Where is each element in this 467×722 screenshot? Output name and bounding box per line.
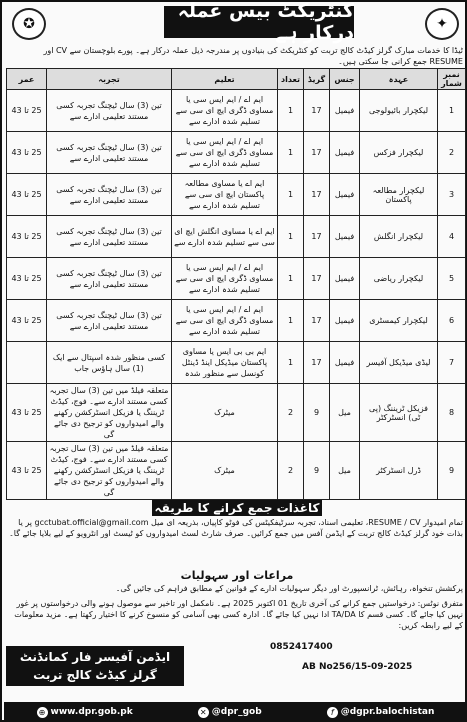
cell-age: 25 تا 43 [7, 258, 47, 300]
cell-gender: فیمیل [330, 174, 360, 216]
phone-number: 0852417400 [270, 642, 333, 652]
cell-post: لیکچرار فزکس [360, 132, 438, 174]
facebook-icon: f [327, 707, 338, 718]
reference-number: AB No256/15-09-2025 [302, 662, 413, 672]
cell-qty: 2 [278, 384, 304, 442]
cell-grade: 17 [304, 300, 330, 342]
cell-education: میٹرک [172, 442, 278, 500]
cell-education: ایم اے / ایم ایس سی یا مساوی ڈگری ایچ ای سی سے تسلیم شدہ ادارے سے [172, 90, 278, 132]
cell-qty: 1 [278, 342, 304, 384]
cell-serial: 9 [438, 442, 466, 500]
footer-handle-1[interactable]: ✕ @dpr_gob [198, 707, 262, 718]
cell-education: ایم بی بی ایس یا مساوی پاکستان میڈیکل اینڈ ڈینٹل کونسل سے منظور شدہ [172, 342, 278, 384]
cell-grade: 17 [304, 174, 330, 216]
cell-gender: فیمیل [330, 90, 360, 132]
cell-experience: کسی منظور شدہ اسپتال سے ایک (1) سال ہاؤس جاب [47, 342, 172, 384]
facilities-title: مراعات اور سہولیات [180, 569, 294, 582]
college-logo-icon: ✪ [12, 8, 46, 40]
table-row [7, 300, 466, 342]
header [4, 0, 467, 44]
cell-experience: تین (3) سال ٹیچنگ تجربہ کسی مستند تعلیمی ادارے سے [47, 258, 172, 300]
cell-education: ایم اے یا مساوی مطالعہ پاکستان ایچ ای سی سے تسلیم شدہ ادارے سے [172, 174, 278, 216]
cell-grade: 9 [304, 442, 330, 500]
footer-website[interactable]: ⊕ www.dpr.gob.pk [37, 707, 133, 718]
cell-education: ایم اے یا مساوی انگلش ایچ ای سی سے تسلیم شدہ ادارے سے [172, 216, 278, 258]
footer-handle-2[interactable]: f @dgpr.balochistan [327, 707, 435, 718]
procedure-text: تمام امیدوار RESUME / CV، تعلیمی اسناد، تجربہ سرٹیفکیٹس کی فوٹو کاپیاں، بذریعہ ای میل gcctubat.official@gmail.com پر یا بذات خود گرلز کیڈٹ کالج تربت کے ایڈمن آفس میں جمع کرائیں۔ صرف شارٹ لسٹ امیدواروں کو ٹیسٹ اور انٹرویو کے لیے بلایا جائے گا۔ [9, 518, 463, 538]
procedure-title: کاغذات جمع کرانے کا طریقہ [152, 500, 322, 516]
cell-grade: 17 [304, 90, 330, 132]
cell-post: ڈرل انسٹرکٹر [360, 442, 438, 500]
cell-gender: فیمیل [330, 258, 360, 300]
cell-gender: فیمیل [330, 132, 360, 174]
cell-gender: میل [330, 442, 360, 500]
col-qty: تعداد [278, 69, 304, 90]
table-row [7, 442, 466, 500]
cell-experience: تین (3) سال ٹیچنگ تجربہ کسی مستند تعلیمی ادارے سے [47, 132, 172, 174]
col-post: عہدہ [360, 69, 438, 90]
cell-education: ایم اے / ایم ایس سی یا مساوی ڈگری ایچ ای سی سے تسلیم شدہ ادارے سے [172, 258, 278, 300]
table-row [7, 384, 466, 442]
government-emblem-icon: ✦ [425, 8, 459, 40]
cell-grade: 17 [304, 132, 330, 174]
cell-post: لیکچرار انگلش [360, 216, 438, 258]
cell-experience: تین (3) سال ٹیچنگ تجربہ کسی مستند تعلیمی ادارے سے [47, 300, 172, 342]
cell-gender: فیمیل [330, 300, 360, 342]
cell-post: لیکچرار کیمسٹری [360, 300, 438, 342]
col-education: تعلیم [172, 69, 278, 90]
cell-serial: 8 [438, 384, 466, 442]
table-row [7, 174, 466, 216]
cell-qty: 1 [278, 90, 304, 132]
cell-serial: 4 [438, 216, 466, 258]
signature-block [6, 646, 184, 686]
cell-grade: 9 [304, 384, 330, 442]
cell-serial: 6 [438, 300, 466, 342]
col-gender: جنس [330, 69, 360, 90]
table-row [7, 90, 466, 132]
cell-age: 25 تا 43 [7, 216, 47, 258]
col-age: عمر [7, 69, 47, 90]
social-icon: ✕ [198, 707, 209, 718]
col-grade: گریڈ [304, 69, 330, 90]
cell-age: 25 تا 43 [7, 384, 47, 442]
cell-qty: 2 [278, 442, 304, 500]
cell-serial: 5 [438, 258, 466, 300]
cell-qty: 1 [278, 300, 304, 342]
cell-experience: متعلقہ فیلڈ میں تین (3) سال تجربہ کسی مستند ادارے سے۔ فوج، کیڈٹ ٹریننگ یا فزیکل انسٹرکشن رکھنے والے امیدواروں کو ترجیح دی جائے گی [47, 384, 172, 442]
footer-bar [4, 702, 467, 722]
cell-qty: 1 [278, 216, 304, 258]
table-row [7, 342, 466, 384]
cell-serial: 3 [438, 174, 466, 216]
cell-age: 25 تا 43 [7, 174, 47, 216]
facilities-text: پرکشش تنخواہ، رہائش، ٹرانسپورٹ اور دیگر سہولیات ادارے کے قوانین کے مطابق فراہم کی جائیں گی۔ [115, 584, 463, 593]
cell-age: 25 تا 43 [7, 90, 47, 132]
cell-age: 25 تا 43 [7, 132, 47, 174]
cell-grade: 17 [304, 342, 330, 384]
cell-age: 25 تا 43 [7, 442, 47, 500]
cell-grade: 17 [304, 258, 330, 300]
col-experience: تجربہ [47, 69, 172, 90]
table-body [7, 90, 466, 500]
cell-experience: تین (3) سال ٹیچنگ تجربہ کسی مستند تعلیمی ادارے سے [47, 90, 172, 132]
cell-post: فزیکل ٹریننگ (پی ٹی) انسٹرکٹر [360, 384, 438, 442]
jobs-table [6, 68, 466, 500]
cell-experience: تین (3) سال ٹیچنگ تجربہ کسی مستند تعلیمی ادارے سے [47, 216, 172, 258]
signature-line-1: ایڈمن آفیسر فار کمانڈنٹ [19, 650, 171, 664]
cell-education: ایم اے / ایم ایس سی یا مساوی ڈگری ایچ ای سی سے تسلیم شدہ ادارے سے [172, 132, 278, 174]
cell-age: 25 تا 43 [7, 300, 47, 342]
cell-grade: 17 [304, 216, 330, 258]
cell-post: لیکچرار ریاضی [360, 258, 438, 300]
cell-experience: تین (3) سال ٹیچنگ تجربہ کسی مستند تعلیمی ادارے سے [47, 174, 172, 216]
cell-qty: 1 [278, 174, 304, 216]
cell-serial: 2 [438, 132, 466, 174]
cell-qty: 1 [278, 132, 304, 174]
cell-serial: 7 [438, 342, 466, 384]
cell-qty: 1 [278, 258, 304, 300]
cell-serial: 1 [438, 90, 466, 132]
cell-gender: فیمیل [330, 342, 360, 384]
cell-gender: فیمیل [330, 216, 360, 258]
col-serial: نمبر شمار [438, 69, 466, 90]
cell-gender: میل [330, 384, 360, 442]
cell-education: میٹرک [172, 384, 278, 442]
globe-icon: ⊕ [37, 707, 48, 718]
cell-post: لیڈی میڈیکل آفیسر [360, 342, 438, 384]
cell-experience: متعلقہ فیلڈ میں تین (3) سال تجربہ کسی مستند ادارے سے۔ فوج، کیڈٹ ٹریننگ یا فزیکل انسٹرکشن رکھنے والے امیدواروں کو ترجیح دی جائے گی [47, 442, 172, 500]
cell-age [7, 342, 47, 384]
headline: کنٹریکٹ بیس عملہ درکار ہے [164, 6, 354, 38]
table-row [7, 132, 466, 174]
table-header-row [7, 69, 466, 90]
cell-post: لیکچرار مطالعہ پاکستان [360, 174, 438, 216]
table-row [7, 216, 466, 258]
intro-text: ٹیڈا کا خدمات مبارک گرلز کیڈٹ کالج تربت کو کنٹریکٹ کی بنیادوں پر مندرجہ ذیل عملہ درکار ہے۔ پورے بلوچستان سے CV اور RESUME جمع کرانی جا سکتی ہیں۔ [43, 46, 463, 66]
notes-text: متفرق نوٹس: درخواستیں جمع کرانے کی آخری تاریخ 01 اکتوبر 2025 ہے۔ نامکمل اور تاخیر سے موصول ہونے والی درخواستوں پر غور نہیں کیا جائے گا۔ کسی قسم کا TA/DA ادا نہیں کیا جائے گا۔ ادارہ کسی بھی آسامی کو منسوخ کرنے کا اختیار رکھتا ہے۔ مزید معلومات کے لیے رابطہ کریں: [14, 599, 463, 630]
table-row [7, 258, 466, 300]
cell-education: ایم اے / ایم ایس سی یا مساوی ڈگری ایچ ای سی سے تسلیم شدہ ادارے سے [172, 300, 278, 342]
signature-line-2: گرلز کیڈٹ کالج تربت [33, 668, 157, 682]
cell-post: لیکچرار بائیولوجی [360, 90, 438, 132]
